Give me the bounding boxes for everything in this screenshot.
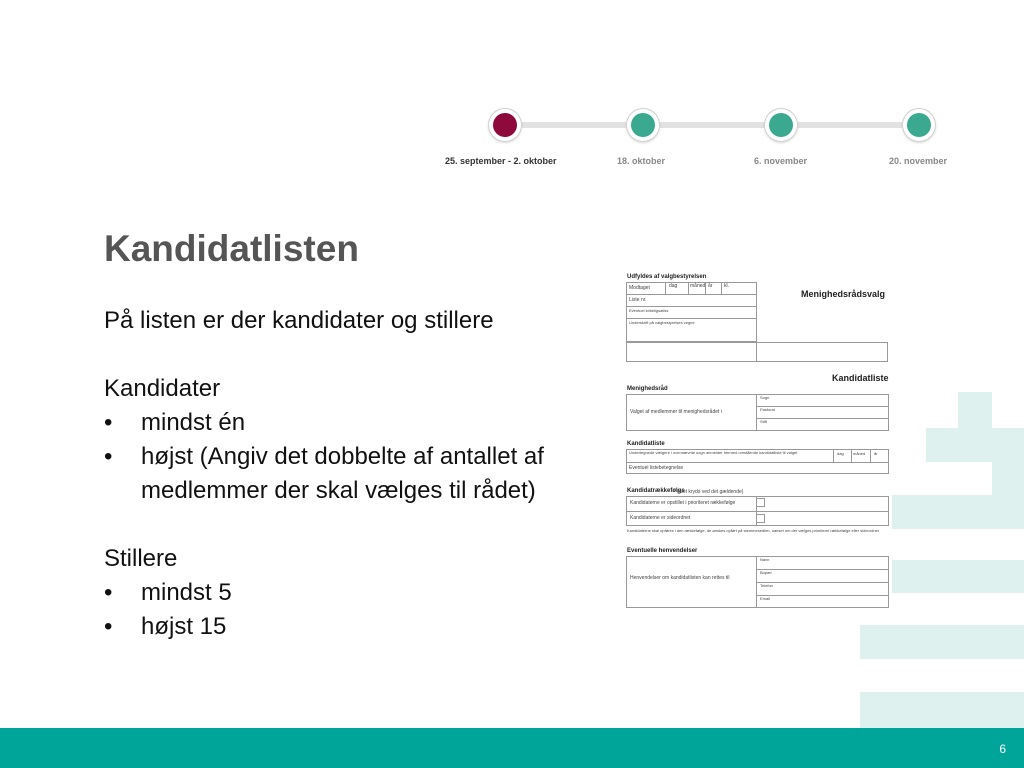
form-sec-kandidatliste: Kandidatliste <box>627 441 665 447</box>
timeline-label-4: 20. november <box>889 156 948 166</box>
bullet-icon: • <box>104 409 113 436</box>
form-underskrift: Underskrift på valgbestyrelses vegne <box>629 320 695 325</box>
footer-bar <box>0 728 1024 768</box>
form-col-maaned: måned <box>690 283 706 289</box>
stillere-heading: Stillere <box>104 545 178 572</box>
form-sideordnet: Kandidaterne er sideordnet <box>630 515 691 521</box>
decorative-block <box>958 392 992 428</box>
timeline-node-1 <box>488 108 522 142</box>
form-stift: Stift <box>760 419 767 424</box>
kandidater-heading: Kandidater <box>104 375 221 402</box>
timeline-dot-4 <box>907 113 931 137</box>
timeline <box>440 100 960 180</box>
form-top-empty <box>626 342 888 362</box>
bullet-item <box>104 406 604 440</box>
bullet-icon: • <box>104 579 113 606</box>
intro-text: På listen er der kandidater og stillere <box>104 307 494 334</box>
form-email: Email <box>760 596 771 601</box>
timeline-label-3: 6. november <box>754 156 808 166</box>
form-kand-text: Undertegnede vælgere i ovennævnte sogn anmelder hermed omstående kandidatliste til valget <box>629 450 798 455</box>
form-main-title: Kandidatliste <box>832 373 889 383</box>
slide-title: Kandidatlisten <box>104 228 359 269</box>
form-kand-dag: dag <box>837 451 844 456</box>
form-sogn: Sogn <box>760 395 770 400</box>
decorative-block <box>926 428 1024 462</box>
form-header-label: Udfyldes af valgbestyrelsen <box>627 274 707 280</box>
bullet-item <box>104 440 596 508</box>
form-sec-raekkefolge: Kandidatrækkefølge <box>627 488 685 494</box>
form-sec-henvendelser: Eventuelle henvendelser <box>627 548 698 554</box>
form-navn: Navn <box>760 557 770 562</box>
timeline-node-3 <box>764 108 798 142</box>
form-eventuel-liste: Eventuel listebetegnelse <box>629 465 684 471</box>
timeline-dot-3 <box>769 113 793 137</box>
checkbox-prioriteret <box>756 498 765 507</box>
timeline-dot-2 <box>631 113 655 137</box>
form-col-dag: dag <box>669 283 678 289</box>
timeline-node-2 <box>626 108 660 142</box>
bullet-text: højst (Angiv det dobbelte af antallet af medlemmer der skal vælges til rådet) <box>141 443 544 504</box>
decorative-block <box>892 560 1024 593</box>
form-eventuel: Eventuel kirkeligsatiss <box>629 308 669 313</box>
form-valget: Valget af medlemmer til menighedsrådet i <box>630 409 722 415</box>
page-number: 6 <box>999 742 1006 756</box>
decorative-block <box>892 495 1024 529</box>
form-mottaget: Modtaget <box>629 285 650 291</box>
form-col-kl: kl. <box>724 283 729 289</box>
bullet-text: mindst én <box>141 409 246 436</box>
form-col-aar: år <box>708 283 713 289</box>
decorative-block <box>860 625 1024 659</box>
kandidatliste-form-image <box>625 272 891 610</box>
bullet-icon: • <box>104 613 113 640</box>
form-henvendelser-text: Henvendelser om kandidatlisten kan rettes til <box>630 575 730 581</box>
form-sec-menighedsraad: Menighedsråd <box>627 386 668 392</box>
checkbox-sideordnet <box>756 514 765 523</box>
timeline-line <box>506 122 926 128</box>
form-right-title: Menighedsrådsvalg <box>801 289 886 299</box>
decorative-block <box>992 462 1024 496</box>
bullet-item <box>104 610 604 644</box>
form-kand-aar: år <box>874 451 878 456</box>
form-raekkefolge-sub: (sæt kryds ved det gældende) <box>677 489 744 495</box>
form-liste-nr: Liste nr. <box>629 297 647 303</box>
bullet-text: højst 15 <box>141 613 227 640</box>
form-kand-maaned: måned <box>853 451 866 456</box>
form-pastorat: Pastorat <box>760 407 775 412</box>
decorative-block <box>860 692 1024 728</box>
timeline-label-1: 25. september - 2. oktober <box>445 156 557 166</box>
bullet-item <box>104 576 604 610</box>
form-prioriteret: Kandidaterne er opstillet i prioriteret rækkefølge <box>630 500 736 506</box>
form-note: Kandidaterne skal opføres i den rækkefølge, de ønskes opført på stemmesedlen, uanset om der vælges prioriteret rækkefølge eller sideordnet <box>627 528 879 533</box>
timeline-dot-1 <box>493 113 517 137</box>
bullet-text: mindst 5 <box>141 579 232 606</box>
form-telefon: Telefon <box>760 583 773 588</box>
form-bopael: Bopæl <box>760 570 772 575</box>
timeline-label-2: 18. oktober <box>617 156 666 166</box>
slide-body <box>104 304 604 644</box>
timeline-node-4 <box>902 108 936 142</box>
bullet-icon: • <box>104 443 113 470</box>
